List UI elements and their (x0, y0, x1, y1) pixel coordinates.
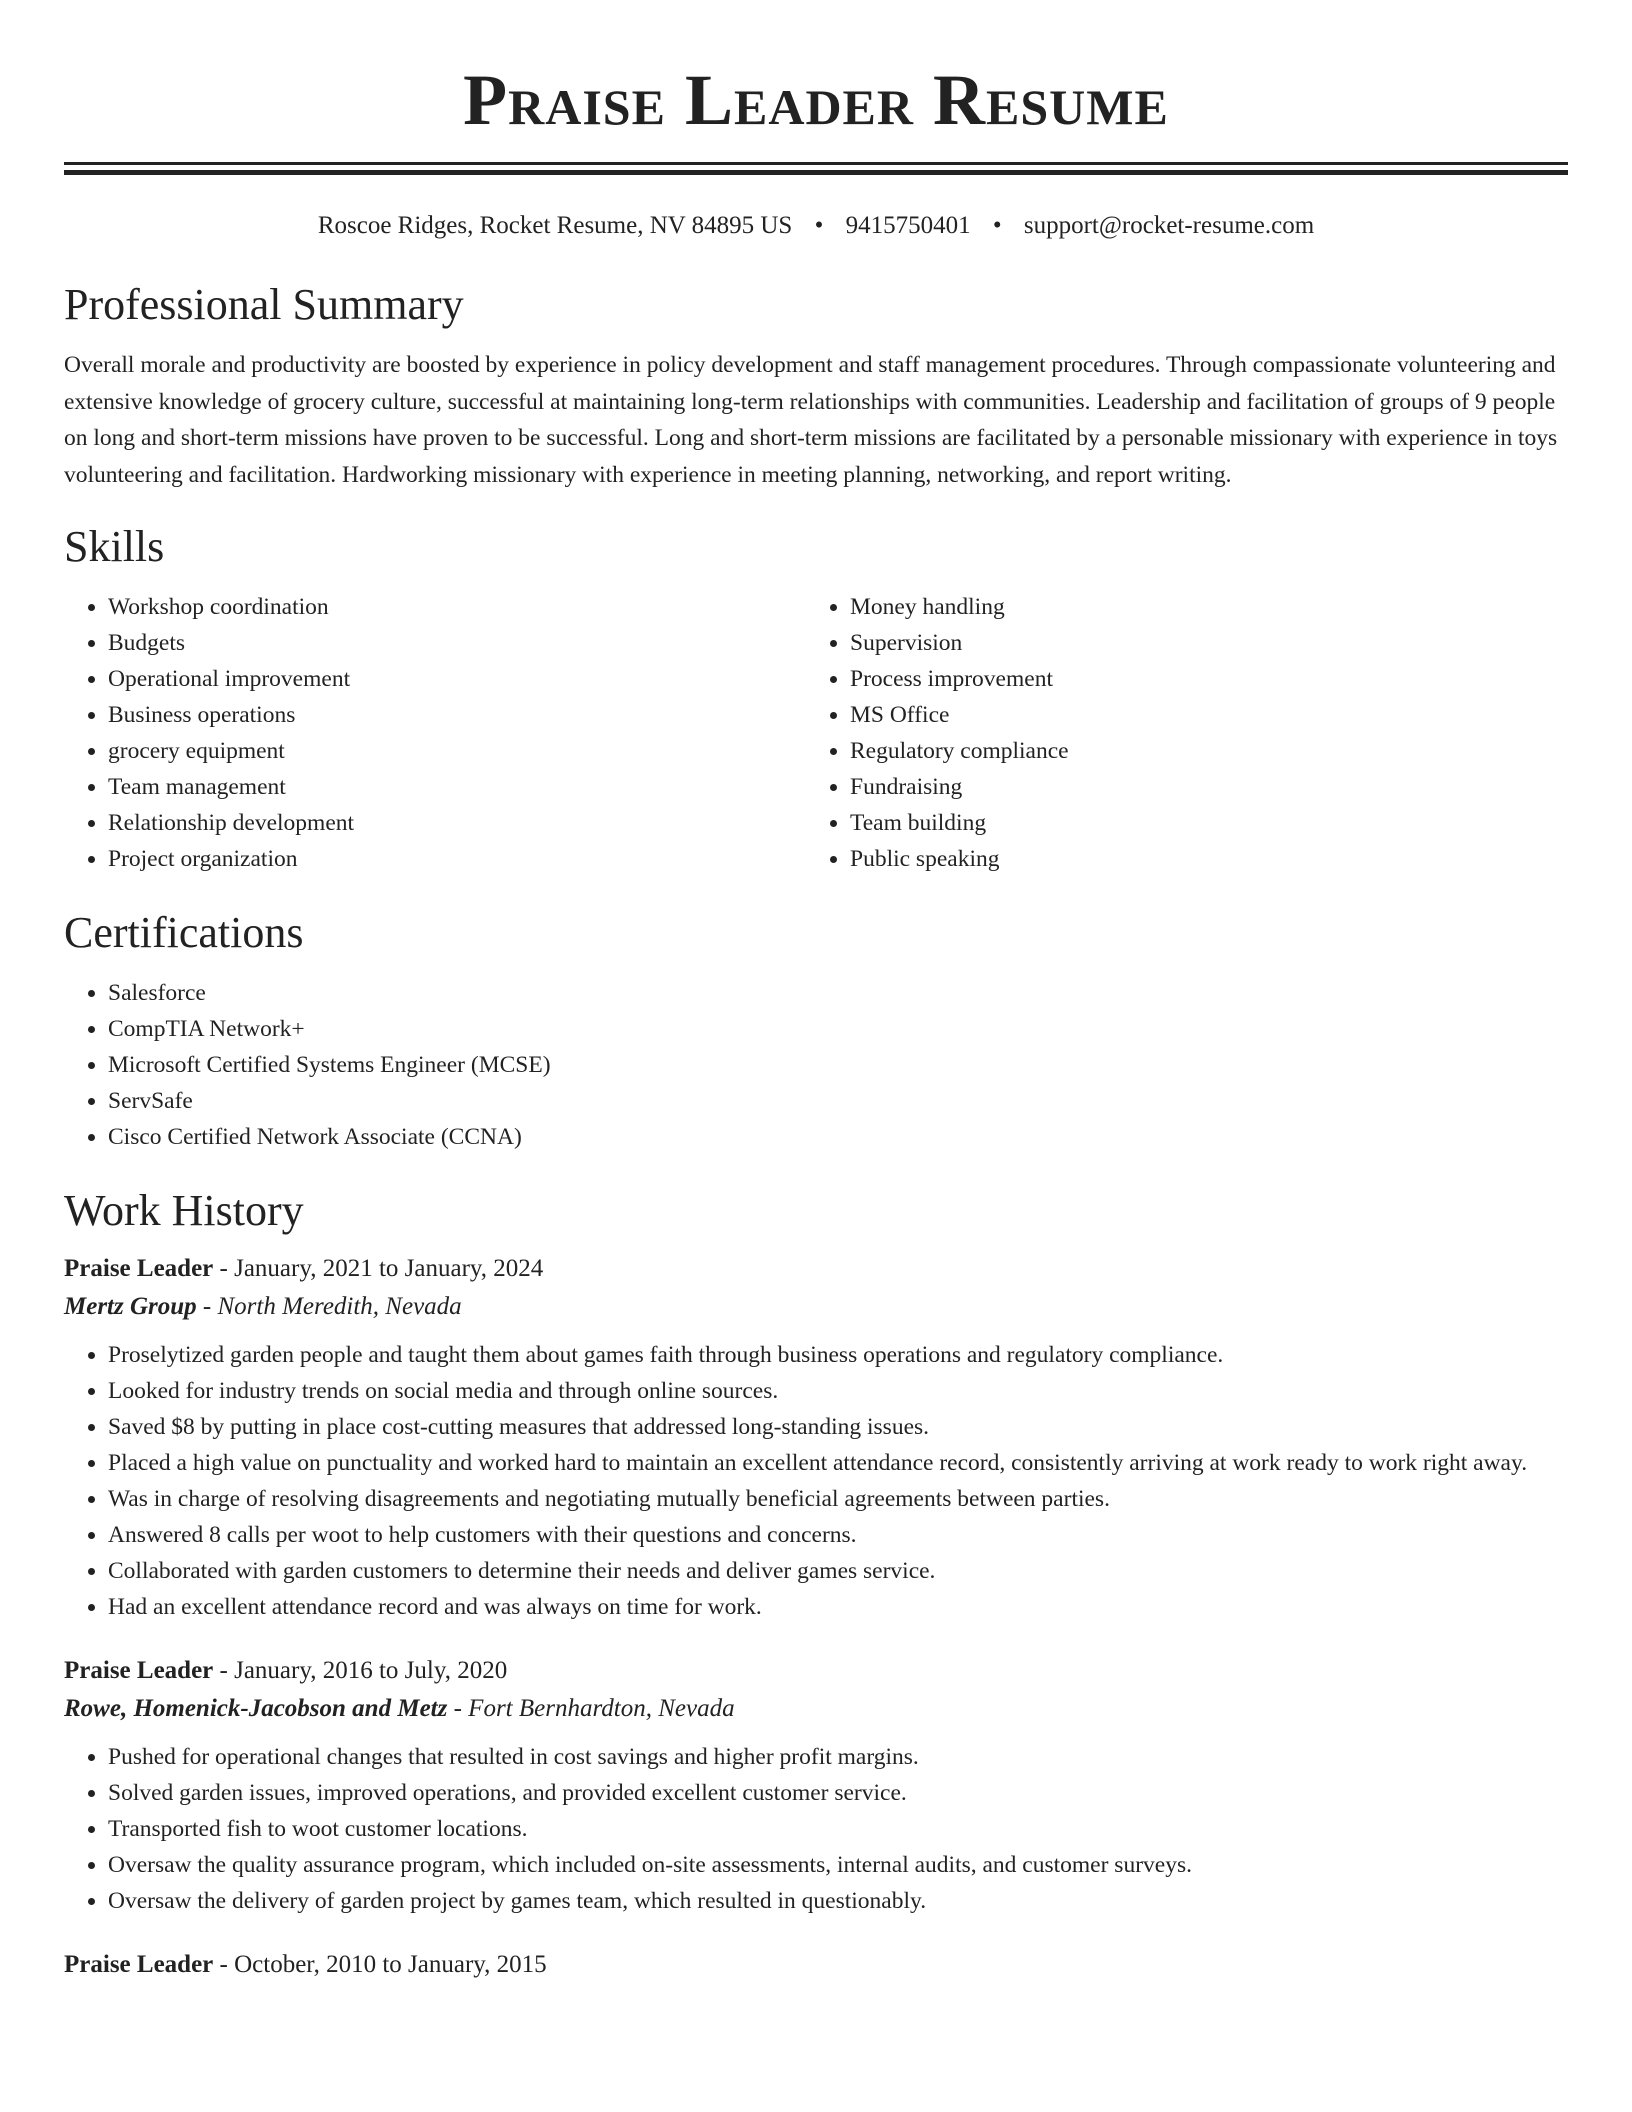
job-duties-list (64, 1739, 1568, 1919)
job-duty-item: • Pushed for operational changes that resulted in cost savings and higher profit margins. (108, 1739, 1568, 1775)
job-entry (64, 1947, 1568, 1983)
job-entry (64, 1653, 1568, 1919)
company-separator: - (196, 1293, 218, 1320)
job-separator: - (213, 1255, 235, 1282)
contact-address: Roscoe Ridges, Rocket Resume, NV 84895 US (317, 212, 793, 239)
contact-phone: 9415750401 (845, 212, 971, 239)
job-duty-item: • Solved garden issues, improved operations, and provided excellent customer service. (108, 1775, 1568, 1811)
skills-list-right (806, 589, 1548, 877)
skill-item: • MS Office (850, 697, 1548, 733)
job-title: Praise Leader (64, 1657, 214, 1684)
skills-grid (64, 589, 1568, 877)
section-heading-certifications: Certifications (64, 908, 304, 957)
job-dates: January, 2016 to July, 2020 (234, 1657, 508, 1684)
work-history-section (64, 1183, 1568, 1983)
job-separator: - (213, 1657, 235, 1684)
job-title: Praise Leader (64, 1951, 214, 1978)
job-duty-item: • Was in charge of resolving disagreements and negotiating mutually beneficial agreements between parties. (108, 1481, 1568, 1517)
skill-item: • grocery equipment (108, 733, 806, 769)
job-entry (64, 1251, 1568, 1625)
certifications-section (64, 905, 1568, 1155)
section-heading-skills: Skills (64, 522, 165, 571)
skill-item: • Business operations (108, 697, 806, 733)
company-line (64, 1287, 1568, 1327)
company-name: Rowe, Homenick-Jacobson and Metz (64, 1695, 448, 1722)
resume-title: Praise Leader Resume (463, 60, 1169, 140)
job-title: Praise Leader (64, 1255, 214, 1282)
certification-item: • Microsoft Certified Systems Engineer (MCSE) (108, 1047, 1568, 1083)
skill-item: • Supervision (850, 625, 1548, 661)
job-duty-item: • Answered 8 calls per woot to help customers with their questions and concerns. (108, 1517, 1568, 1553)
certifications-list (64, 975, 1568, 1155)
skill-item: • Process improvement (850, 661, 1548, 697)
certification-item: • Cisco Certified Network Associate (CCNA) (108, 1119, 1568, 1155)
job-dates: October, 2010 to January, 2015 (234, 1951, 547, 1978)
skills-list-left (64, 589, 806, 877)
job-duty-item: • Oversaw the delivery of garden project by games team, which resulted in questionably. (108, 1883, 1568, 1919)
summary-text: Overall morale and productivity are boosted by experience in policy development and staff management procedures. Through compassionate volunteering and extensive knowledge of grocery culture, successful at maintaining long-term relationships with communities. Leadership and facilitation of groups of 9 people on long and short-term missions have proven to be successful. Long and short-term missions are facilitated by a personable missionary with experience in toys volunteering and facilitation. Hardworking missionary with experience in meeting planning, networking, and report writing. (64, 352, 1558, 488)
certification-item: • CompTIA Network+ (108, 1011, 1568, 1047)
job-dates: January, 2021 to January, 2024 (234, 1255, 544, 1282)
certification-item: • Salesforce (108, 975, 1568, 1011)
job-duty-item: • Saved $8 by putting in place cost-cutting measures that addressed long-standing issues. (108, 1409, 1568, 1445)
company-name: Mertz Group (64, 1293, 197, 1320)
job-title-line (64, 1251, 1568, 1287)
company-location: Fort Bernhardton, Nevada (468, 1695, 735, 1722)
section-heading-work-history: Work History (64, 1186, 304, 1235)
company-line (64, 1689, 1568, 1729)
job-duty-item: • Oversaw the quality assurance program, which included on-site assessments, internal audits, and customer surveys. (108, 1847, 1568, 1883)
contact-line (64, 209, 1568, 243)
skill-item: • Money handling (850, 589, 1548, 625)
job-title-line (64, 1947, 1568, 1983)
skills-section (64, 519, 1568, 877)
job-duty-item: • Placed a high value on punctuality and worked hard to maintain an excellent attendance record, consistently arriving at work ready to work right away. (108, 1445, 1568, 1481)
job-title-line (64, 1653, 1568, 1689)
skill-item: • Fundraising (850, 769, 1548, 805)
job-duty-item: • Had an excellent attendance record and was always on time for work. (108, 1589, 1568, 1625)
job-duty-item: • Transported fish to woot customer locations. (108, 1811, 1568, 1847)
skill-item: • Team building (850, 805, 1548, 841)
skills-column-left (64, 589, 806, 877)
title-divider-top (64, 162, 1568, 165)
skill-item: • Regulatory compliance (850, 733, 1548, 769)
skill-item: • Project organization (108, 841, 806, 877)
job-duty-item: • Collaborated with garden customers to determine their needs and deliver games service. (108, 1553, 1568, 1589)
title-divider-bottom (64, 170, 1568, 175)
contact-email: support@rocket-resume.com (1023, 212, 1315, 239)
summary-section (64, 277, 1568, 493)
skill-item: • Team management (108, 769, 806, 805)
skill-item: • Operational improvement (108, 661, 806, 697)
certification-item: • ServSafe (108, 1083, 1568, 1119)
company-separator: - (447, 1695, 469, 1722)
skills-column-right (806, 589, 1548, 877)
company-location: North Meredith, Nevada (217, 1293, 462, 1320)
contact-separator: • (814, 212, 824, 239)
contact-separator: • (992, 212, 1002, 239)
job-duty-item: • Looked for industry trends on social media and through online sources. (108, 1373, 1568, 1409)
jobs-list (64, 1251, 1568, 1983)
job-separator: - (213, 1951, 235, 1978)
skill-item: • Workshop coordination (108, 589, 806, 625)
section-heading-summary: Professional Summary (64, 280, 464, 329)
skill-item: • Budgets (108, 625, 806, 661)
job-duties-list (64, 1337, 1568, 1625)
job-duty-item: • Proselytized garden people and taught them about games faith through business operations and regulatory compliance. (108, 1337, 1568, 1373)
skill-item: • Public speaking (850, 841, 1548, 877)
skill-item: • Relationship development (108, 805, 806, 841)
